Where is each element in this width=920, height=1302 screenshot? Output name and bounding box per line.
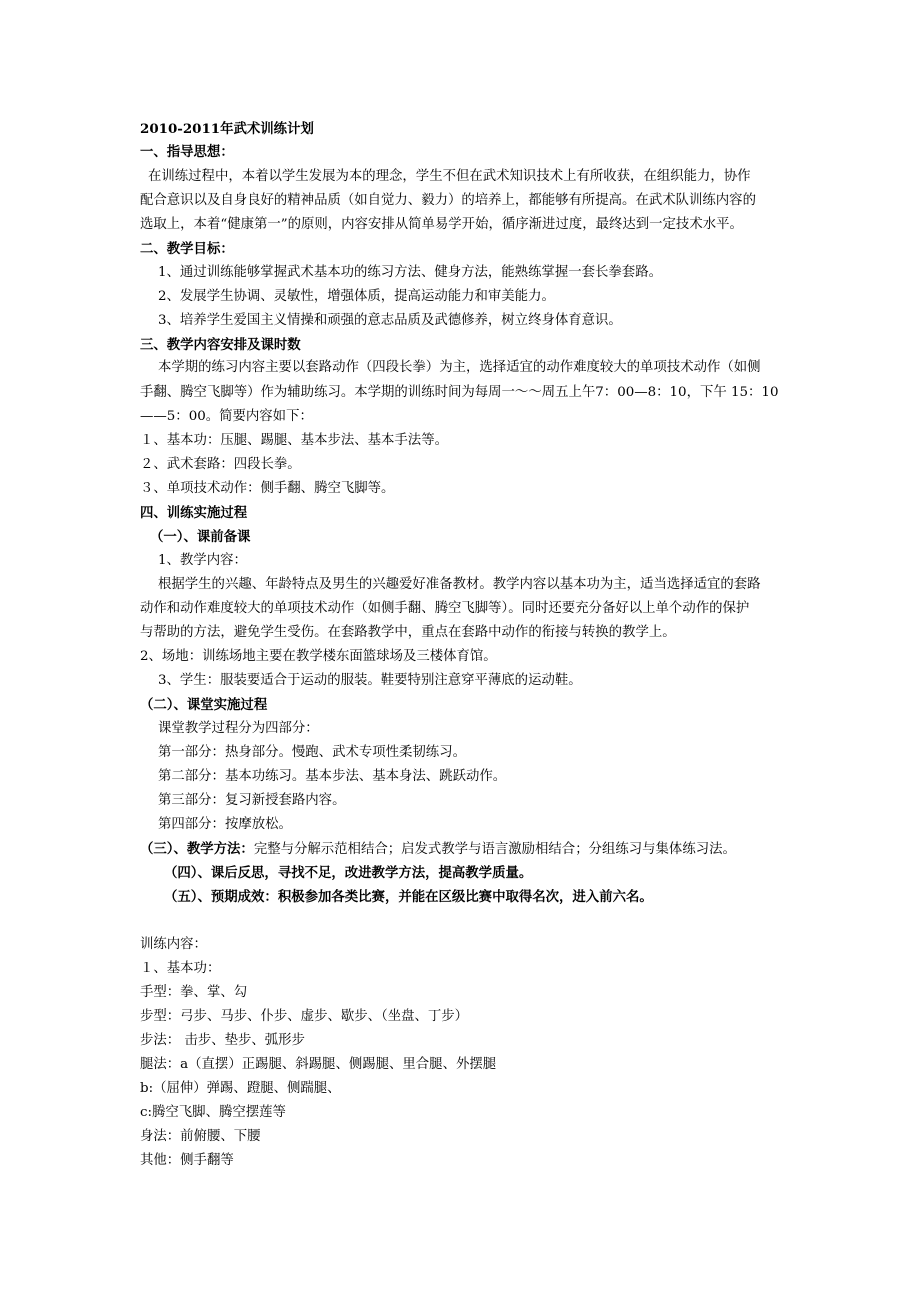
subsection-heading: （一）、课前备课: [150, 529, 251, 545]
list-item: 1、通过训练能够掌握武术基本功的练习方法、健身方法，能熟练掌握一套长拳套路。: [158, 265, 662, 280]
section-1-heading: 一、指导思想：: [140, 144, 234, 160]
list-item: 2、场地：训练场地主要在教学楼东面篮球场及三楼体育馆。: [140, 649, 497, 664]
document-title: 2010-2011年武术训练计划: [140, 121, 314, 137]
paragraph-line: 配合意识以及自身良好的精神品质（如自觉力、毅力）的培养上，都能够有所提高。在武术队训练内容的: [140, 193, 756, 208]
list-item: 3、学生：服装要适合于运动的服装。鞋要特别注意穿平薄底的运动鞋。: [158, 673, 582, 688]
paragraph-line: 选取上，本着“健康第一”的原则，内容安排从简单易学开始，循序渐进过度，最终达到一定技术水平。: [140, 217, 743, 232]
list-item: 2、发展学生协调、灵敏性，增强体质，提高运动能力和审美能力。: [158, 289, 555, 304]
subsection-label: （三）、教学方法：: [140, 841, 254, 857]
list-item: １、基本功：压腿、踢腿、基本步法、基本手法等。: [140, 433, 448, 448]
paragraph-line: 课堂教学过程分为四部分：: [158, 721, 319, 736]
section-2-heading: 二、教学目标：: [140, 241, 234, 257]
list-item: 1、教学内容：: [158, 553, 247, 568]
list-item: b:（屈伸）弹踢、蹬腿、侧踹腿、: [140, 1081, 341, 1096]
list-item: 第四部分：按摩放松。: [158, 817, 292, 832]
list-item: 腿法：a（直摆）正踢腿、斜踢腿、侧踢腿、里合腿、外摆腿: [140, 1057, 497, 1072]
list-item: 第三部分：复习新授套路内容。: [158, 793, 346, 808]
list-item: １、基本功：: [140, 961, 221, 976]
list-item: 步型：弓步、马步、仆步、虚步、歇步、（坐盘、丁步）: [140, 1009, 469, 1024]
list-item: c:腾空飞脚、腾空摆莲等: [140, 1105, 286, 1120]
list-item: ３、单项技术动作：侧手翻、腾空飞脚等。: [140, 481, 395, 496]
subsection-teaching-method: [140, 840, 736, 859]
list-item: 身法：前俯腰、下腰: [140, 1129, 261, 1144]
subsection-heading: （二）、课堂实施过程: [140, 697, 268, 713]
list-item: 3、培养学生爱国主义情操和顽强的意志品质及武德修养，树立终身体育意识。: [158, 313, 622, 328]
list-item: 第二部分：基本功练习。基本步法、基本身法、跳跃动作。: [158, 769, 507, 784]
paragraph-line: 本学期的练习内容主要以套路动作（四段长拳）为主，选择适宜的动作难度较大的单项技术动作（如侧: [158, 360, 761, 375]
section-3-heading: 三、教学内容安排及课时数: [140, 337, 301, 353]
subsection-text: 完整与分解示范相结合；启发式教学与语言激励相结合；分组练习与集体练习法。: [253, 842, 736, 857]
paragraph-line: 根据学生的兴趣、年龄特点及男生的兴趣爱好准备教材。教学内容以基本功为主，适当选择适宜的套路: [158, 577, 761, 592]
subsection-heading: （五）、预期成效：积极参加各类比赛，并能在区级比赛中取得名次，进入前六名。: [164, 889, 653, 905]
training-heading: 训练内容：: [140, 937, 207, 952]
paragraph-line: 在训练过程中，本着以学生发展为本的理念，学生不但在武术知识技术上有所收获，在组织能力，协作: [148, 169, 751, 184]
list-item: 步法： 击步、垫步、弧形步: [140, 1033, 305, 1048]
paragraph-line: ——5：00。简要内容如下：: [140, 409, 313, 424]
list-item: 其他：侧手翻等: [140, 1153, 234, 1168]
list-item: 手型：拳、掌、勾: [140, 985, 248, 1000]
list-item: ２、武术套路：四段长拳。: [140, 457, 301, 472]
paragraph-line: 与帮助的方法，避免学生受伤。在套路教学中，重点在套路中动作的衔接与转换的教学上。: [140, 625, 676, 640]
subsection-heading: （四）、课后反思，寻找不足，改进教学方法，提高教学质量。: [164, 865, 533, 881]
paragraph-line: 手翻、腾空飞脚等）作为辅助练习。本学期的训练时间为每周一～～周五上午7：00—8：10，下午 15：10: [140, 385, 779, 400]
section-4-heading: 四、训练实施过程: [140, 505, 248, 521]
paragraph-line: 动作和动作难度较大的单项技术动作（如侧手翻、腾空飞脚等）。同时还要充分备好以上单个动作的保护: [140, 601, 750, 616]
list-item: 第一部分：热身部分。慢跑、武术专项性柔韧练习。: [158, 745, 466, 760]
